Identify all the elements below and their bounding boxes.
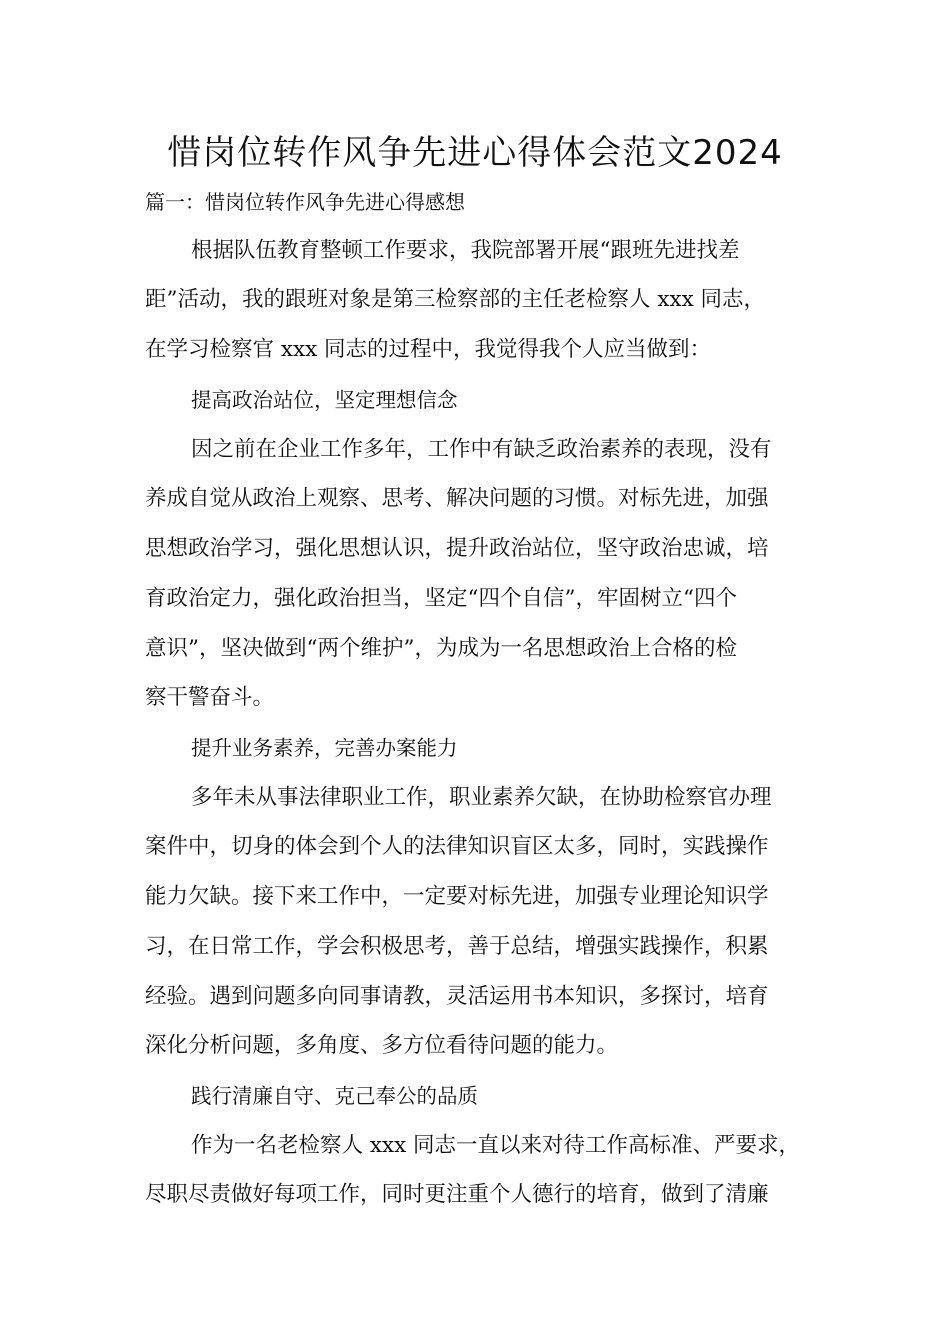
paragraph-line: 深化分析问题，多角度、多方位看待问题的能力。: [145, 1033, 619, 1058]
paragraph-line: 育政治定力，强化政治担当，坚定“四个自信”，牢固树立“四个: [145, 586, 737, 611]
section-heading: 提高政治站位，坚定理想信念: [191, 388, 458, 412]
paragraph-line: 察干警奋斗。: [145, 685, 275, 710]
paragraph-line: 案件中，切身的体会到个人的法律知识盲区太多，同时，实践操作: [145, 834, 769, 859]
paragraph-line: 尽职尽责做好每项工作，同时更注重个人德行的培育，做到了清廉: [145, 1182, 769, 1207]
paragraph-line: 多年未从事法律职业工作，职业素养欠缺，在协助检察官办理: [191, 785, 772, 810]
document-title: 惜岗位转作风争先进心得体会范文2024: [167, 133, 783, 173]
paragraph-line: 在学习检察官 xxx 同志的过程中，我觉得我个人应当做到：: [145, 337, 712, 362]
document-subtitle: 篇一：惜岗位转作风争先进心得感想: [145, 190, 465, 214]
section-heading: 提升业务素养，完善办案能力: [191, 736, 458, 760]
paragraph-line: 经验。遇到问题多向同事请教，灵活运用书本知识，多探讨，培育: [145, 984, 769, 1009]
paragraph-line: 习，在日常工作，学会积极思考，善于总结，增强实践操作，积累: [145, 934, 769, 959]
paragraph-line: 意识”，坚决做到“两个维护”，为成为一名思想政治上合格的检: [145, 636, 737, 661]
paragraph-line: 根据队伍教育整顿工作要求，我院部署开展“跟班先进找差: [191, 238, 740, 263]
paragraph-line: 思想政治学习，强化思想认识，提升政治站位，坚守政治忠诚，培: [145, 536, 769, 561]
paragraph-line: 作为一名老检察人 xxx 同志一直以来对待工作高标准、严要求，: [191, 1133, 801, 1158]
paragraph-line: 能力欠缺。接下来工作中，一定要对标先进，加强专业理论知识学: [145, 884, 769, 909]
paragraph-line: 因之前在企业工作多年，工作中有缺乏政治素养的表现，没有: [191, 437, 772, 462]
paragraph-line: 养成自觉从政治上观察、思考、解决问题的习惯。对标先进，加强: [145, 486, 769, 511]
section-heading: 践行清廉自守、克己奉公的品质: [191, 1084, 478, 1108]
paragraph-line: 距”活动，我的跟班对象是第三检察部的主任老检察人 xxx 同志，: [145, 287, 766, 312]
